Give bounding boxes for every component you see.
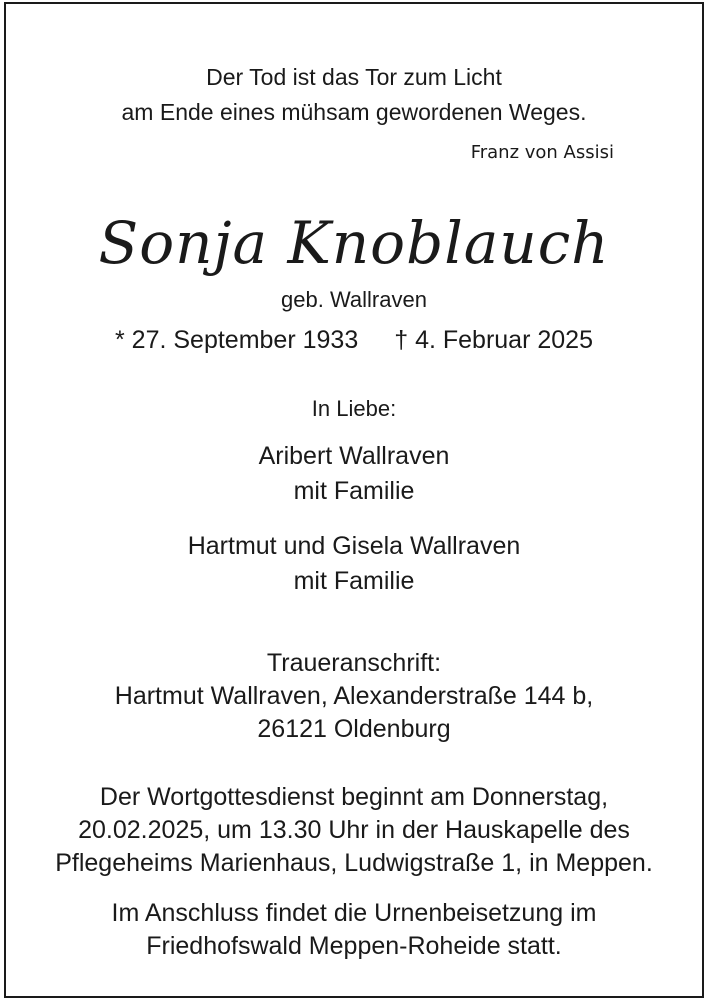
birth-name: geb. Wallraven (281, 287, 427, 312)
service-line-2: 20.02.2025, um 13.30 Uhr in der Hauskapelle des (78, 816, 630, 844)
obituary-notice (4, 2, 704, 998)
address-line-2: 26121 Oldenburg (257, 715, 451, 743)
mourners-intro: In Liebe: (311, 396, 397, 421)
mourner-1-name: Aribert Wallraven (258, 442, 450, 470)
mourner-2-family: mit Familie (293, 567, 415, 595)
mourner-2-name: Hartmut und Gisela Wallraven (187, 532, 521, 560)
death-date: † 4. Februar 2025 (394, 326, 593, 354)
quote-line-1: Der Tod ist das Tor zum Licht (206, 64, 502, 90)
mourner-1-family: mit Familie (293, 477, 415, 505)
burial-line-1: Im Anschluss findet die Urnenbeisetzung im (111, 899, 597, 927)
service-line-3: Pflegeheims Marienhaus, Ludwigstraße 1, in Meppen. (55, 849, 653, 877)
life-dates (6, 326, 702, 355)
burial-line-2: Friedhofswald Meppen-Roheide statt. (146, 932, 562, 960)
birth-date: * 27. September 1933 (115, 326, 359, 354)
address-line-1: Hartmut Wallraven, Alexanderstraße 144 b, (114, 682, 594, 710)
quote-line-2: am Ende eines mühsam gewordenen Weges. (121, 99, 587, 125)
service-line-1: Der Wortgottesdienst beginnt am Donnerstag, (99, 783, 609, 811)
deceased-name: Sonja Knoblauch (98, 209, 610, 277)
quote-author: Franz von Assisi (470, 142, 614, 163)
address-label: Traueranschrift: (266, 649, 442, 677)
